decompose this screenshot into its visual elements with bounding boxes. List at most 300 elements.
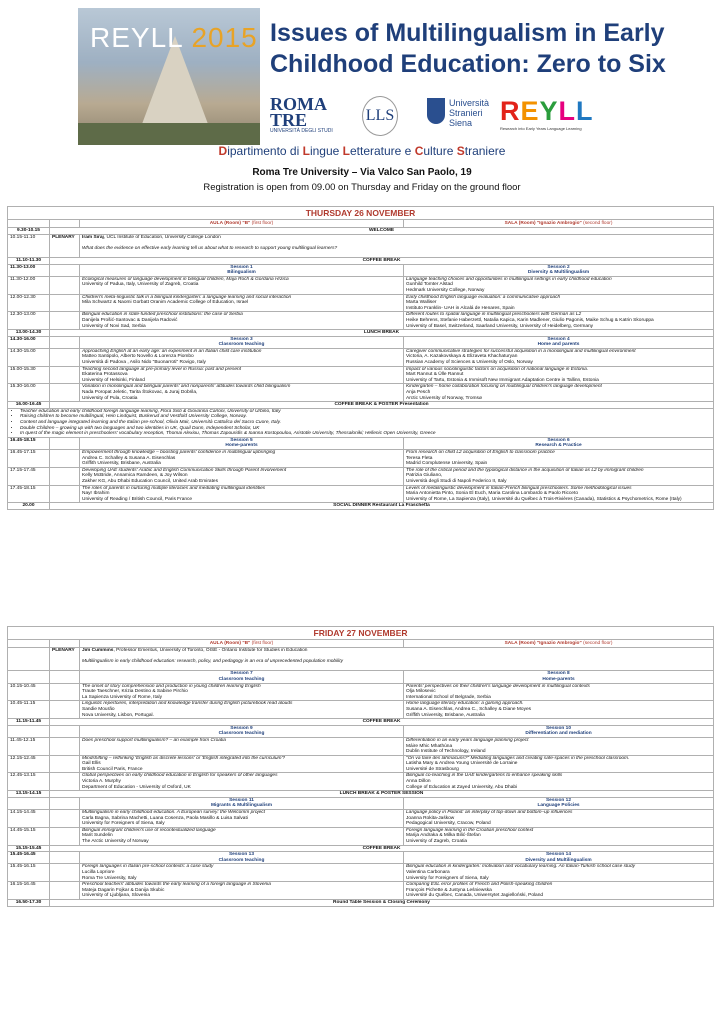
talk-room-b: [404, 485, 714, 503]
time-slot: 14.30-15.00: [8, 348, 50, 366]
talk-room-b: [404, 366, 714, 384]
session-b-number: Session 6: [547, 437, 570, 443]
session-b-number: Session 12: [545, 797, 572, 803]
talk-room-b: [404, 449, 714, 467]
roma-tre-logo: [270, 96, 336, 136]
poster-list: [20, 409, 711, 437]
talk-room-a: [80, 755, 404, 773]
talk-title: Mindshifting – rethinking 'English as discrete lessons' or 'English integrated into the curriculum'?: [82, 755, 286, 761]
talk-authors: Marta Walliser: [406, 300, 437, 306]
room-a-header: [80, 220, 404, 228]
talk-title: Different routes to spatial language in multilingual preschoolers with German as L2: [406, 312, 582, 318]
talk-room-a: [80, 294, 404, 312]
time-slot: 11.30-13.00: [8, 264, 50, 276]
session-b-number: Session 14: [545, 852, 572, 858]
plenary-label: PLENARY: [50, 234, 80, 257]
talk-title: The onset of story comprehension and production in young children learning English: [82, 683, 261, 689]
talk-authors: University of Zagreb, Croatia: [406, 839, 468, 844]
span-event: LUNCH BREAK: [50, 330, 714, 337]
talk-authors: Roma Tre University, Italy: [82, 875, 137, 881]
room-b-floor: (second floor): [583, 641, 613, 646]
schedule-row: [8, 503, 714, 510]
talk-authors: British Council Paris, France: [82, 766, 143, 772]
talk-title: Caregiver communicative strategies for successful acquisition in a monolingual and multilingual environment: [406, 348, 636, 354]
room-header-blank: [50, 640, 80, 648]
talk-authors: Marija Andraka & Milka Bilić-Štefan: [406, 833, 481, 839]
talk-title: Empowerment through knowledge – boosting parents' confidence in multilingual upbringing: [82, 449, 276, 455]
schedule-row: [8, 701, 714, 719]
schedule-row: [8, 264, 714, 276]
talk-authors: François Pichette & Justyna Leśniewska: [406, 887, 492, 893]
session-a-topic: Classroom teaching: [218, 857, 265, 863]
talk-room-a: [80, 449, 404, 467]
talk-room-a: [80, 276, 404, 294]
talk-title: Impact of various sociolinguistic factors on acquisition of national language in Estonia.: [406, 366, 589, 372]
session-b-topic: Home-parents: [542, 676, 575, 682]
schedule-row: [8, 276, 714, 294]
day-title: FRIDAY 27 NOVEMBER: [8, 627, 714, 640]
session-b-topic: Language Policies: [537, 803, 580, 809]
reyll-logo-sub: Research into Early Years Language Learning: [500, 126, 582, 131]
talk-title: Global perspectives on early childhood education in English for speakers of other languages: [82, 773, 278, 779]
session-b-header: [404, 264, 714, 276]
thursday-schedule-table: [7, 206, 714, 510]
talk-authors: Traute Taeschner, Krizia Destino & Sabine Pirchio: [82, 689, 188, 695]
title-line-1: Issues of Multilingualism in Early: [270, 19, 665, 47]
talk-title: Bilingual immigrant children's use of recontextualized language: [82, 827, 216, 833]
room-b-name: SALA (Room) "Ignazio Ambrogio": [504, 221, 584, 226]
schedule-row: [8, 294, 714, 312]
talk-room-a: [80, 366, 404, 384]
reyll-logo-word: [500, 96, 600, 126]
talk-authors: University of Rome, La Sapienza (Italy), Université du Québec à Trois-Rivières (Canada), Statistics & Psychometrics, Rome (Italy): [406, 496, 682, 502]
talk-authors: Lucilla Lopriore: [82, 869, 115, 875]
poster-item: • Teacher education and early childhood foreign language learning, Flora Sisti & Giovanna Carloni, University of Urbino, Italy: [20, 409, 711, 415]
plenary-blank: [50, 737, 80, 755]
plenary-title: What does the evidence on effective early learning tell us about what to research to support young multilingual learners?: [82, 245, 338, 251]
session-a-number: Session 11: [229, 797, 254, 803]
plenary-blank: [50, 864, 80, 882]
talk-title: Preschool teachers' attitudes towards the early learning of a foreign language in Slovenia: [82, 882, 271, 888]
room-a-header: [80, 640, 404, 648]
schedule-row: [8, 737, 714, 755]
talk-authors: La Sapienza University of Rome, Italy: [82, 694, 162, 700]
schedule-row: [8, 719, 714, 726]
session-a-header: [80, 671, 404, 683]
talk-title: Developing UAE students' Arabic and English Communication Skills through Parent Involvement: [82, 467, 287, 473]
session-b-header: [404, 671, 714, 683]
time-slot: [8, 671, 50, 683]
talk-authors: Marit Sundelin: [82, 833, 113, 839]
talk-authors: University of Helsinki, Finland: [82, 377, 145, 383]
span-event: WELCOME: [50, 228, 714, 235]
talk-room-b: [404, 276, 714, 294]
session-a-topic: Classroom teaching: [218, 676, 265, 682]
session-b-header: [404, 797, 714, 809]
time-slot: 10.15-10.45: [8, 683, 50, 701]
schedule-row: [8, 648, 714, 671]
schedule-row: [8, 330, 714, 337]
poster-header: [0, 0, 724, 215]
plenary-blank: [50, 773, 80, 791]
time-slot: 15.30-16.00: [8, 384, 50, 402]
schedule-row: [8, 864, 714, 882]
talk-room-b: [404, 864, 714, 882]
session-a-topic: Bilingualism: [227, 270, 256, 276]
talk-authors: University of Novi Sad, Serbia: [82, 323, 146, 329]
time-slot: 13.00-14.30: [8, 330, 50, 337]
talk-authors: University of Pula, Croatia: [82, 395, 138, 401]
pyramid-photo: [78, 8, 260, 145]
talk-room-a: [80, 348, 404, 366]
span-event: LUNCH BREAK & POSTER SESSION: [50, 791, 714, 798]
talk-authors: Madrid Complutense University, Spain: [406, 461, 488, 467]
time-slot: 9.30-10.15: [8, 228, 50, 235]
schedule-row: [8, 773, 714, 791]
session-b-header: [404, 852, 714, 864]
plenary-blank: [50, 485, 80, 503]
plenary-blank: [50, 384, 80, 402]
schedule-row: [8, 485, 714, 503]
talk-room-b: [404, 312, 714, 330]
talk-title: Bilingual co-teaching in the UAE kindergartens to enhance speaking skills: [406, 773, 563, 779]
time-slot: 12.15-12.45: [8, 755, 50, 773]
session-b-number: Session 2: [547, 264, 570, 270]
plenary-blank: [50, 437, 80, 449]
talk-room-a: [80, 737, 404, 755]
talk-authors: Victoria, A. Kazakovskaya & Elizaveta Khachaturyan: [406, 354, 518, 360]
roma-tre-logo-sub: UNIVERSITÀ DEGLI STUDI: [270, 128, 333, 134]
talk-authors: Department of Education - University of Oxford, UK: [82, 784, 191, 790]
department-name-part: traniere: [464, 144, 506, 158]
photo-title: [90, 22, 258, 54]
plenary-blank: [50, 827, 80, 845]
plenary-speaker: Jim Cummins: [82, 648, 114, 653]
talk-authors: Ekaterina Protassova: [82, 372, 128, 378]
schedule-row: [8, 257, 714, 264]
talk-authors: Patrizia Giuliano,: [406, 473, 443, 479]
room-b-header: [404, 220, 714, 228]
talk-room-b: [404, 755, 714, 773]
department-name: [0, 144, 724, 158]
time-slot: 10.15-11.10: [8, 234, 50, 257]
talk-authors: College of Education at Zayed University, Abu Dhabi: [406, 784, 518, 790]
talk-room-b: [404, 384, 714, 402]
time-slot: 16.50-17.30: [8, 899, 50, 906]
logo-strip: [262, 96, 722, 136]
talk-authors: University of Tartu, Estonia & Immisoft New Immigrant Adaptation Centre in Tallinn, Estonia: [406, 377, 599, 383]
span-event: COFFEE BREAK: [50, 257, 714, 264]
schedule-row: [8, 228, 714, 235]
talk-room-a: [80, 312, 404, 330]
department-name-part: C: [414, 144, 424, 158]
span-event: COFFEE BREAK: [50, 719, 714, 726]
plenary-blank: [50, 312, 80, 330]
talk-room-a: [80, 773, 404, 791]
talk-authors: Maria Antonietta Pinto, Sonia El Euch, Maria Carolina Lombardo & Paolo Ricceto: [406, 491, 578, 497]
talk-authors: Mateja Dagarin Fojkar & Danija Skubic: [82, 887, 165, 893]
department-name-part: etterature e: [349, 144, 415, 158]
time-slot: 14.15-14.45: [8, 810, 50, 828]
session-b-number: Session 10: [545, 725, 572, 731]
time-slot: 15.45-16.15: [8, 864, 50, 882]
talk-authors: Instituto Franklin- UAH in Alcalá de Henares, Spain: [406, 305, 515, 311]
talk-authors: Université du Québec, Canada, Uniwersytet Jagielloński, Poland: [406, 893, 544, 899]
talk-authors: University of Ljubljana, Slovenia: [82, 893, 150, 899]
talk-room-b: [404, 737, 714, 755]
talk-authors: Valentina Carbonara: [406, 869, 450, 875]
time-slot: 10.45-11.15: [8, 701, 50, 719]
room-b-header: [404, 640, 714, 648]
talk-authors: Mila Schwartz & Naomi Gorbatt Oranim Academic College of Education, Israel: [82, 300, 249, 306]
lls-logo: LLS: [362, 96, 398, 136]
talk-title: Kindergarten – home collaboration focusing on multilingual children's language development: [406, 384, 602, 390]
plenary-blank: [50, 336, 80, 348]
department-name-part: L: [302, 144, 310, 158]
plenary-blank: [50, 755, 80, 773]
time-slot: 12.00-12.30: [8, 294, 50, 312]
room-a-name: AULA (Room) "B": [209, 221, 252, 226]
schedule-row: [8, 852, 714, 864]
schedule-row: [8, 449, 714, 467]
talk-room-b: [404, 294, 714, 312]
room-b-floor: (second floor): [583, 221, 613, 226]
talk-title: The roles of parents in nurturing multiple literacies and mediating multilingual identities: [82, 485, 266, 491]
schedule-row: [8, 384, 714, 402]
talk-title: Bilingual education in state-funded preschool institutions: the case of Serbia: [82, 312, 243, 318]
session-a-header: [80, 725, 404, 737]
talk-authors: University for Foreigners of Siena, Italy: [406, 875, 489, 881]
room-b-name: SALA (Room) "Ignazio Ambrogio": [504, 641, 584, 646]
plenary-speaker: Iram Siraj: [82, 234, 104, 240]
plenary-blank: [50, 810, 80, 828]
talk-title: "On va faire des lahmacuns?" Mediating languages and creating safe-spaces in the preschool classroom.: [406, 755, 630, 761]
conference-title: [270, 18, 720, 80]
time-slot: 17.15-17.45: [8, 467, 50, 485]
plenary-title: Multilingualism in early childhood education: research, policy, and pedagogy in an era of unprecedented population mobility: [82, 659, 343, 665]
time-slot: 12.45-13.15: [8, 773, 50, 791]
session-a-topic: Migrants & Multilingualism: [210, 803, 273, 809]
schedule-row: [8, 671, 714, 683]
registration-note: Registration is open from 09.00 on Thursday and Friday on the ground floor: [203, 182, 521, 193]
time-slot: 11.45-12.15: [8, 737, 50, 755]
department-name-part: D: [218, 144, 228, 158]
talk-room-b: [404, 701, 714, 719]
talk-authors: Heike Behrens, Stefanie Haberzettl, Natalia Kapica, Karin Madlener, Giulio Pagonis, Maike Schug & Katrin Skoruppa: [406, 317, 654, 323]
time-slot: 16.45-17.15: [8, 449, 50, 467]
stranieri-siena-text: [449, 98, 489, 128]
session-b-topic: Home and parents: [537, 342, 580, 348]
talk-title: Multilingualism in early childhood education. A European survey: the Welcomm project: [82, 810, 265, 816]
room-header-row: [8, 220, 714, 228]
talk-authors: Mart Rannut & Ülle Rannut: [406, 372, 464, 378]
schedule-row: [8, 234, 714, 257]
talk-title: Levels of metalinguistic development in Italian-French bilingual preschoolers. Some methodological issues: [406, 485, 632, 491]
schedule-row: [8, 725, 714, 737]
plenary-spacer: [82, 665, 711, 671]
talk-room-a: [80, 810, 404, 828]
talk-authors: Università di Padova , Asilo Nido "Buonarroti" Rovigo, Italy: [82, 360, 206, 366]
schedule-row: [8, 791, 714, 798]
session-a-topic: Classroom teaching: [218, 731, 265, 737]
time-slot: [8, 648, 50, 671]
department-name-part: ipartimento di: [227, 144, 303, 158]
department-name-part: L: [342, 144, 350, 158]
poster-list-cell: [8, 408, 714, 437]
session-a-header: [80, 852, 404, 864]
day-title: THURSDAY 26 NOVEMBER: [8, 207, 714, 220]
session-a-number: Session 5: [230, 437, 253, 443]
session-a-header: [80, 437, 404, 449]
talk-authors: Nova University, Lisbon, Portugal.: [82, 712, 154, 718]
schedule-row: [8, 882, 714, 900]
talk-authors: Gail Ellis: [82, 761, 101, 767]
session-a-header: [80, 264, 404, 276]
department-name-part: S: [456, 144, 465, 158]
talk-authors: International School of Belgrade, Serbia: [406, 694, 491, 700]
talk-title: Ecological measures of language development in bilingual children, Maja Roch & Gordana Hrzica: [82, 276, 289, 282]
roma-tre-logo-text: ROMA: [270, 94, 327, 114]
session-a-number: Session 13: [228, 852, 255, 858]
time-slot: 16.15-16.45: [8, 882, 50, 900]
schedule-row: [8, 810, 714, 828]
room-header-row: [8, 640, 714, 648]
talk-room-b: [404, 810, 714, 828]
schedule-row: [8, 402, 714, 409]
time-slot: 16.00-16.45: [8, 402, 50, 409]
time-slot: 11.30-12.00: [8, 276, 50, 294]
talk-authors: Matteo Santipolo, Alberto Novello & Lorenza Piombo: [82, 354, 194, 360]
session-a-number: Session 3: [230, 336, 253, 342]
day-title-row: [8, 207, 714, 220]
plenary-label: PLENARY: [50, 648, 80, 671]
plenary-blank: [50, 294, 80, 312]
talk-title: Children's meta-linguistic talk in a bilingual kindergarten: a language learning and social interaction: [82, 294, 292, 300]
plenary-blank: [50, 264, 80, 276]
talk-title: Home language literacy education: a gaming approach.: [406, 701, 524, 707]
talk-authors: University of Basel, Switzerland, Saarland University, University of Heidelberg, Germany: [406, 323, 594, 329]
plenary-blank: [50, 683, 80, 701]
room-a-floor: (first floor): [251, 221, 274, 226]
talk-authors: Gunhild Tomter Alstad: [406, 282, 453, 288]
time-slot: [8, 725, 50, 737]
day-title-row: [8, 627, 714, 640]
schedule-row: [8, 797, 714, 809]
session-b-number: Session 4: [547, 336, 570, 342]
shield-icon: [427, 98, 445, 124]
talk-room-a: [80, 882, 404, 900]
talk-title: Bilingual education in kindergarten: motivation and vocabulary learning. An Italian-Turkish school case study: [406, 864, 636, 870]
talk-room-a: [80, 864, 404, 882]
stranieri-line-2: Stranieri: [449, 108, 483, 118]
plenary-blank: [50, 671, 80, 683]
room-a-name: AULA (Room) "B": [209, 641, 252, 646]
room-header-blank: [50, 220, 80, 228]
plenary-blank: [50, 348, 80, 366]
session-a-number: Session 1: [230, 264, 253, 270]
talk-authors: University of Padua, Italy, University of Zagreb, Croatia: [82, 282, 199, 288]
session-b-header: [404, 336, 714, 348]
talk-title: Early childhood English language evaluation: a communicative approach: [406, 294, 561, 300]
session-b-topic: Differentiation and mediation: [525, 731, 592, 737]
talk-room-b: [404, 348, 714, 366]
reyll-logo-letter: R: [500, 96, 521, 126]
talk-authors: Arctic University of Norway, Tromsø: [406, 395, 482, 401]
talk-room-b: [404, 683, 714, 701]
plenary-blank: [50, 725, 80, 737]
poster-item: • Double Children – growing up with two languages and two identities in UK, Quail Dunn, Independent Scholar, UK: [20, 426, 711, 432]
talk-room-b: [404, 773, 714, 791]
schedule-row: [8, 366, 714, 384]
talk-authors: Anja Pesch: [406, 390, 431, 396]
schedule-row: [8, 827, 714, 845]
talk-authors: Joanna Rokita-Jaśkow: [406, 815, 455, 821]
stranieri-line-3: Siena: [449, 118, 473, 128]
session-a-topic: Home-parents: [225, 443, 258, 449]
time-slot: 15.45-16.45: [8, 852, 50, 864]
span-event: COFFEE BREAK & POSTER Presentation: [50, 402, 714, 409]
session-a-number: Session 7: [230, 671, 253, 677]
talk-authors: Griffith University, Brisbane, Australia: [406, 712, 485, 718]
room-a-floor: (first floor): [251, 641, 274, 646]
talk-room-a: [80, 485, 404, 503]
time-slot: 17.45-18.15: [8, 485, 50, 503]
talk-authors: Zakher KG, Abu Dhabi Education Council, United Arab Emirates: [82, 478, 218, 484]
talk-title: The role of the critical period and the typological distance in the acquisition of Italian as L2 by immigrant children: [406, 467, 644, 473]
talk-title: Does preschool support multilingualism? – an example from Croatia: [82, 737, 226, 743]
talk-authors: The Arctic University of Norway: [82, 839, 149, 844]
talk-authors: Griffith University, Brisbane, Australia: [82, 461, 161, 467]
schedule-row: [8, 755, 714, 773]
talk-authors: Carla Bagna, Sabrina Machetti, Luana Cosenza, Paola Masillo & Luisa Salvati: [82, 815, 248, 821]
talk-title: Teaching second language at pre-primary level in Russia: past and present: [82, 366, 242, 372]
reyll-logo-letter: E: [520, 96, 540, 126]
time-slot: 15.15-15.45: [8, 845, 50, 852]
talk-title: Approaching English at an early age: an experiment in an Italian child care institution: [82, 348, 262, 354]
plenary-talk: [80, 648, 714, 671]
talk-title: Differentiation in an early years language planning project: [406, 737, 529, 743]
talk-authors: Danijela Prošić-Santovac & Danijela Radović: [82, 317, 178, 323]
room-header-blank: [8, 640, 50, 648]
time-slot: 13.15-14.15: [8, 791, 50, 798]
photo-title-reyll: REYLL: [90, 22, 183, 53]
reyll-logo-letter: L: [576, 96, 594, 126]
schedule-row: [8, 312, 714, 330]
plenary-talk: [80, 234, 714, 257]
time-slot: 12.30-13.00: [8, 312, 50, 330]
time-slot: 14.45-15.15: [8, 827, 50, 845]
schedule-row: [8, 336, 714, 348]
talk-authors: Kelly McBride, Annamica Ramdeen, & Joy Wilson: [82, 473, 188, 479]
time-slot: 15.00-15.30: [8, 366, 50, 384]
time-slot: 11.10-11.30: [8, 257, 50, 264]
talk-room-b: [404, 882, 714, 900]
talk-authors: Victoria A. Murphy: [82, 779, 121, 785]
title-line-2: Childhood Education: Zero to Six: [270, 50, 666, 78]
session-a-topic: Classroom teaching: [218, 342, 265, 348]
talk-authors: Université de Strasbourg: [406, 766, 459, 772]
reyll-logo-letter: L: [558, 96, 577, 126]
time-slot: 16.45-18.15: [8, 437, 50, 449]
talk-authors: University for Foreigners of Siena, Italy: [82, 821, 165, 827]
roma-tre-logo-text-2: TRE: [270, 110, 308, 130]
session-a-header: [80, 336, 404, 348]
session-b-topic: Diversity & Multilingualism: [527, 270, 590, 276]
talk-room-a: [80, 827, 404, 845]
plenary-blank: [50, 276, 80, 294]
plenary-blank: [50, 797, 80, 809]
plenary-blank: [50, 467, 80, 485]
